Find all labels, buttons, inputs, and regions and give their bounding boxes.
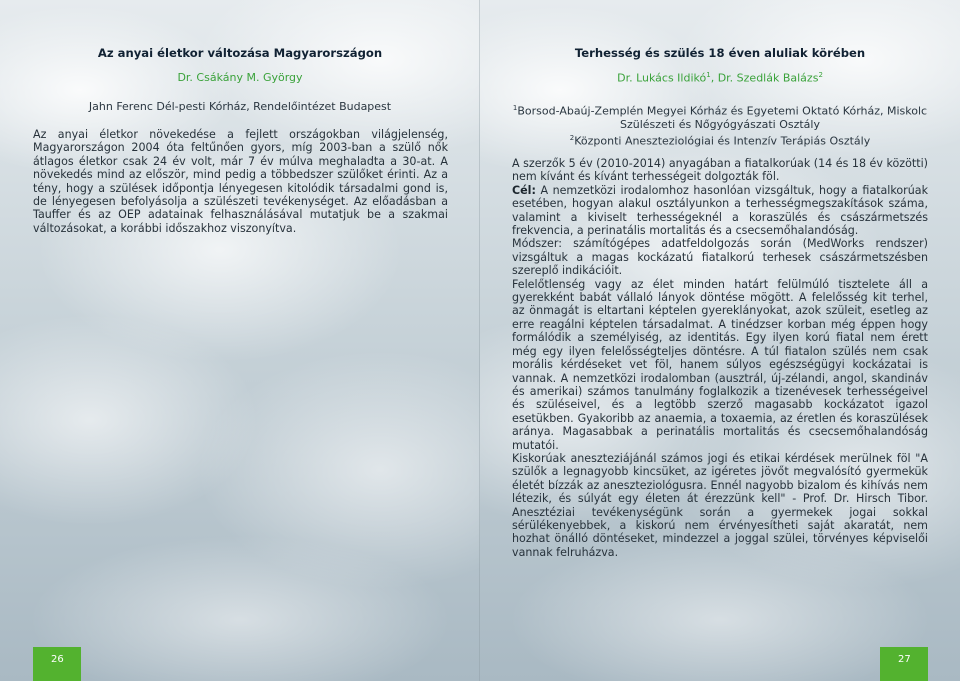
right-affiliation-2 — [480, 132, 960, 148]
cel-text: A nemzetközi irodalomhoz hasonlóan vizsgáltuk, hogy a fiatalkorúak esetében, hogyan alakul osztályunkon a terhességmegszakítások száma, valamint a kiviselt terhességeknél a koraszülés és császármetszés frekvencia, a perinatális mortalitás és a csecsemőhalandóság. — [512, 183, 928, 238]
cel-label: Cél: — [512, 183, 536, 197]
right-intro: A szerzők 5 év (2010-2014) anyagában a fiatalkorúak (14 és 18 év közötti) nem kívánt és kívánt terhességeit dolgozták föl. — [512, 157, 928, 184]
affil-1-text: Borsod-Abaúj-Zemplén Megyei Kórház és Egyetemi Oktató Kórház, Miskolc — [517, 104, 928, 118]
right-author-2-sup: 2 — [818, 71, 823, 79]
right-author-2: Dr. Szedlák Balázs — [717, 71, 819, 85]
right-affiliation-1b: Szülészeti és Nőgyógyászati Osztály — [620, 118, 820, 132]
left-affiliation: Jahn Ferenc Dél-pesti Kórház, Rendelőintézet Budapest — [88, 100, 392, 113]
right-felelotlenseg: Felelőtlenség vagy az élet minden határt felülmúló tisztelete áll a gyerekként babát vállaló lányok döntése mögött. A felelősség kit terhel, az önmagát is eltartani képtelen gyereklányokat, azok szüleit, esetleg az erre reagálni képtelen társadalmat. A tinédzser korban még éppen hogy formálódik a személyiség, az identitás. Egy ilyen korú fiatal nem érett még egy ilyen felelősségteljes döntésre. A túl fiatalon szülés nem csak morális kérdéseket vet föl, hanem súlyos egészségügyi kockázatai is vannak. A nemzetközi irodalomban (ausztrál, új-zélandi, angol, skandináv és amerikai) számos tanulmány foglalkozik a tizenévesek terhességeivel és szüléseivel, és a legtöbb szerző magasabb kockázatot igazol esetükben. Gyakoribb az anaemia, a toxaemia, az éretlen és koraszülések aránya. Magasabbak a perinatális mortalitás és csecsemőhalandóság mutatói. — [512, 277, 928, 452]
left-abstract — [33, 128, 448, 235]
right-cel — [512, 184, 928, 238]
right-authors: Dr. Lukács Ildikó$^1$, Dr. Szedlák Balázs$^2$ — [617, 71, 823, 85]
affil-1-sup: 1 — [512, 104, 518, 112]
right-author-1: Dr. Lukács Ildikó — [617, 71, 707, 85]
right-kiskoruak: Kiskorúak aneszteziájánál számos jogi és etikai kérdések merülnek föl "A szülők a legnagyobb kincsüket, az igéretes jövőt megvalósító gyermekük életét bízzák az aneszteziológusra. Ennél nagyobb bizalom és kihívás nem létezik, és súlyát egy életen át érezzünk kell" - Prof. Dr. Hirsch Tibor. Anesztéziai tevékenységünk során a gyermekek jogai sokkal sérülékenyebbek, a kiskorú nem érvényesítheti saját akaratát, nem hozhat önálló döntéseket, mindezzel a joggal szülei, törvényes képviselői vannak felruházva. — [512, 451, 928, 559]
left-abstract-paragraph: Az anyai életkor növekedése a fejlett országokban világjelenség, Magyarországon 2004 óta feltűnően gyors, míg 2003-ban a szülő nők átlagos életkor csak 24 év volt, már 7 év múlva meghaladta a 30-at. A növekedés mind az először, mind pedig a többedszer szülőket érinti. Az a tény, hogy a szülések időpontja lényegesen kitolódik társadalmi gond is, de lényegesen befolyásolja a szülészeti tevékenységet. Az előadásban a Tauffer és az OEP adatainak felhasználásával mutatjuk be a szakmai változásokat, a korábbi időszakhoz viszonyítva. — [33, 128, 448, 235]
right-modszer: Módszer: számítógépes adatfeldolgozás során (MedWorks rendszer) vizsgáltuk a magas kockázatú fiatalkorú terhesek császármetszésben szereplő indikációit. — [512, 237, 928, 278]
right-article-title: Terhesség és szülés 18 éven aluliak körében — [574, 46, 866, 60]
left-author: Dr. Csákány M. György — [177, 71, 303, 84]
right-affiliations — [480, 102, 960, 148]
affil-2-sup: 2 — [569, 133, 575, 142]
affil-2-text: Központi Aneszteziológiai és Intenzív Terápiás Osztály — [574, 134, 871, 148]
right-page — [480, 0, 960, 681]
right-page-number: 27 — [898, 654, 911, 665]
left-article-title: Az anyai életkor változása Magyarországon — [97, 46, 383, 60]
right-abstract — [512, 157, 928, 559]
left-page-bar — [33, 647, 81, 681]
left-page-number: 26 — [51, 654, 64, 665]
right-affiliation-1 — [480, 102, 960, 118]
right-page-bar — [880, 647, 928, 681]
right-author-1-sup: 1 — [706, 71, 711, 79]
